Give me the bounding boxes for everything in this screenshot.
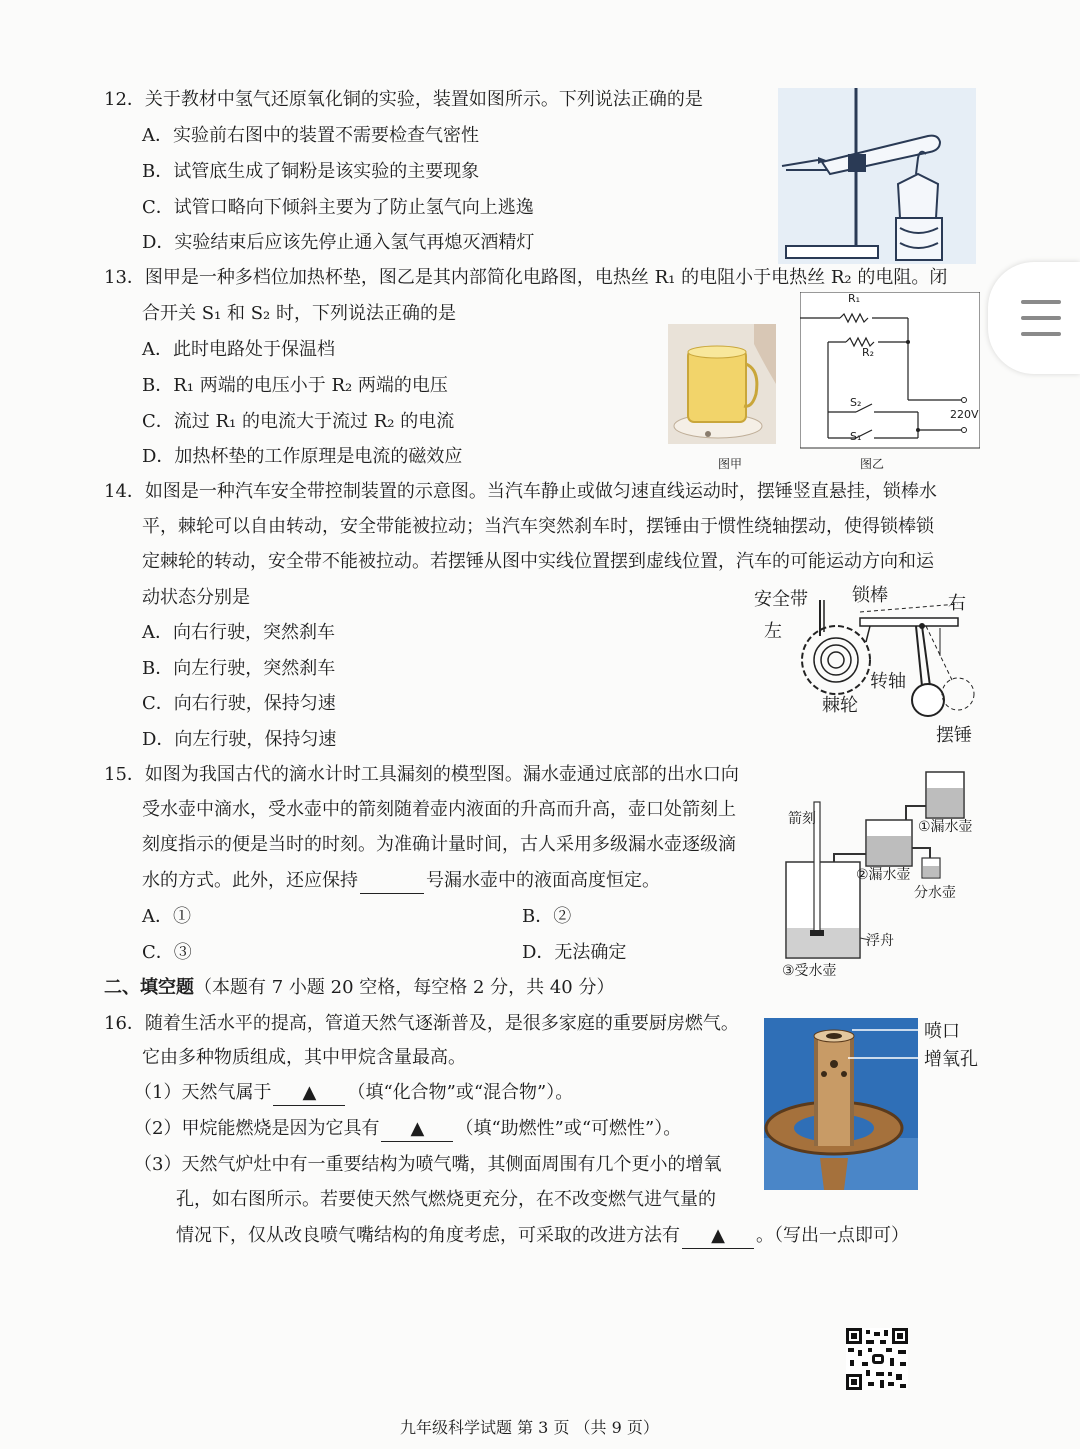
q15-option-c: C．③ bbox=[142, 942, 192, 963]
oxygen-hole-label: 增氧孔 bbox=[924, 1049, 978, 1070]
arrow-scale-label: 箭刻 bbox=[788, 811, 816, 827]
heating-coaster-photo bbox=[668, 324, 776, 444]
answer-blank[interactable] bbox=[360, 869, 424, 894]
belt-label: 安全带 bbox=[754, 589, 808, 610]
q14-stem-line4: 动状态分别是 bbox=[142, 587, 250, 608]
menu-button[interactable] bbox=[988, 262, 1080, 374]
q14-stem-line1: 14．如图是一种汽车安全带控制装置的示意图。当汽车静止或做匀速直线运动时，摆锤竖直悬挂，锁棒水 bbox=[104, 481, 937, 502]
q15-stem-line1: 15．如图为我国古代的滴水计时工具漏刻的模型图。漏水壶通过底部的出水口向 bbox=[104, 764, 739, 785]
answer-blank[interactable]: ▲ bbox=[381, 1117, 453, 1142]
ratchet-label: 棘轮 bbox=[822, 695, 858, 716]
q15-option-a: A．① bbox=[142, 906, 191, 927]
q13-stem-line1: 13．图甲是一种多档位加热杯垫，图乙是其内部简化电路图，电热丝 R₁ 的电阻小于电热丝 R₂ 的电阻。闭 bbox=[104, 267, 948, 288]
q16-stem-line2: 它由多种物质组成，其中甲烷含量最高。 bbox=[142, 1047, 466, 1068]
answer-blank[interactable]: ▲ bbox=[273, 1081, 345, 1106]
q12-stem: 12．关于教材中氢气还原氧化铜的实验，装置如图所示。下列说法正确的是 bbox=[104, 89, 703, 110]
q13-option-b: B．R₁ 两端的电压小于 R₂ 两端的电压 bbox=[142, 375, 448, 396]
voltage-label: 220V bbox=[950, 408, 979, 421]
q13-option-a: A．此时电路处于保温档 bbox=[142, 339, 335, 360]
pot1-label: ①漏水壶 bbox=[918, 819, 973, 835]
split-pot-label: 分水壶 bbox=[914, 885, 956, 901]
q14-option-b: B．向左行驶，突然刹车 bbox=[142, 658, 336, 679]
q14-stem-line2: 平，棘轮可以自由转动，安全带能被拉动；当汽车突然刹车时，摆锤由于惯性绕轴摆动，使得锁棒锁 bbox=[142, 516, 934, 537]
q12-option-d: D．实验结束后应该先停止通入氢气再熄灭酒精灯 bbox=[142, 232, 535, 253]
section-2-heading: 二、填空题（本题有 7 小题 20 空格，每空格 2 分，共 40 分） bbox=[104, 977, 615, 998]
pendulum-label: 摆锤 bbox=[936, 725, 972, 746]
lock-bar-label: 锁棒 bbox=[852, 585, 888, 606]
r2-label: R₂ bbox=[862, 346, 875, 359]
q14-stem-line3: 定棘轮的转动，安全带不能被拉动。若摆锤从图中实线位置摆到虚线位置，汽车的可能运动方向和运 bbox=[142, 551, 934, 572]
page-footer: 九年级科学试题 第 3 页 （共 9 页） bbox=[400, 1418, 659, 1437]
q16-stem-line1: 16．随着生活水平的提高，管道天然气逐渐普及，是很多家庭的重要厨房燃气。 bbox=[104, 1013, 739, 1034]
fig-yi-label: 图乙 bbox=[860, 457, 885, 471]
q15-option-b: B．② bbox=[522, 906, 572, 927]
hydrogen-reduction-apparatus-figure bbox=[778, 88, 976, 264]
q14-option-c: C．向右行驶，保持匀速 bbox=[142, 693, 336, 714]
q16-part3-line1: （3）天然气炉灶中有一重要结构为喷气嘴，其侧面周围有几个更小的增氧 bbox=[134, 1154, 722, 1175]
s1-label: S₁ bbox=[850, 430, 862, 443]
qr-code-icon bbox=[846, 1328, 908, 1390]
q13-stem-line2: 合开关 S₁ 和 S₂ 时，下列说法正确的是 bbox=[142, 303, 456, 324]
q14-option-d: D．向左行驶，保持匀速 bbox=[142, 729, 337, 750]
right-label: 右 bbox=[948, 593, 966, 614]
q15-option-d: D．无法确定 bbox=[522, 942, 627, 963]
q13-option-c: C．流过 R₁ 的电流大于流过 R₂ 的电流 bbox=[142, 411, 455, 432]
pot3-label: ③受水壶 bbox=[782, 963, 837, 979]
fig-jia-label: 图甲 bbox=[718, 457, 743, 471]
q16-part3-line3: 情况下，仅从改良喷气嘴结构的角度考虑，可采取的改进方法有 ▲ 。（写出一点即可） bbox=[176, 1224, 909, 1249]
s2-label: S₂ bbox=[850, 396, 862, 409]
q16-part2: （2）甲烷能燃烧是因为它具有 ▲ （填“助燃性”或“可燃性”）。 bbox=[134, 1117, 681, 1142]
seatbelt-device-diagram bbox=[790, 596, 980, 736]
q12-option-c: C．试管口略向下倾斜主要为了防止氢气向上逃逸 bbox=[142, 197, 534, 218]
heating-circuit-diagram bbox=[800, 292, 980, 452]
answer-blank[interactable]: ▲ bbox=[682, 1224, 754, 1249]
q15-stem-line2: 受水壶中滴水，受水壶中的箭刻随着壶内液面的升高而升高，壶口处箭刻上 bbox=[142, 799, 736, 820]
q15-stem-line4: 水的方式。此外，还应保持 号漏水壶中的液面高度恒定。 bbox=[142, 869, 660, 894]
axis-label: 转轴 bbox=[870, 671, 906, 692]
q14-option-a: A．向右行驶，突然刹车 bbox=[142, 622, 335, 643]
float-label: 浮舟 bbox=[866, 933, 894, 949]
q13-option-d: D．加热杯垫的工作原理是电流的磁效应 bbox=[142, 446, 463, 467]
nozzle-label: 喷口 bbox=[924, 1021, 960, 1042]
pot2-label: ②漏水壶 bbox=[856, 867, 911, 883]
q12-option-b: B．试管底生成了铜粉是该实验的主要现象 bbox=[142, 161, 480, 182]
q15-stem-line3: 刻度指示的便是当时的时刻。为准确计量时间，古人采用多级漏水壶逐级滴 bbox=[142, 834, 736, 855]
q12-option-a: A．实验前右图中的装置不需要检查气密性 bbox=[142, 125, 479, 146]
q16-part3-line2: 孔，如右图所示。若要使天然气燃烧更充分，在不改变燃气进气量的 bbox=[176, 1189, 716, 1210]
q16-part1: （1）天然气属于 ▲ （填“化合物”或“混合物”）。 bbox=[134, 1081, 573, 1106]
gas-nozzle-photo bbox=[764, 1018, 918, 1190]
r1-label: R₁ bbox=[848, 292, 861, 305]
left-label: 左 bbox=[764, 621, 782, 642]
